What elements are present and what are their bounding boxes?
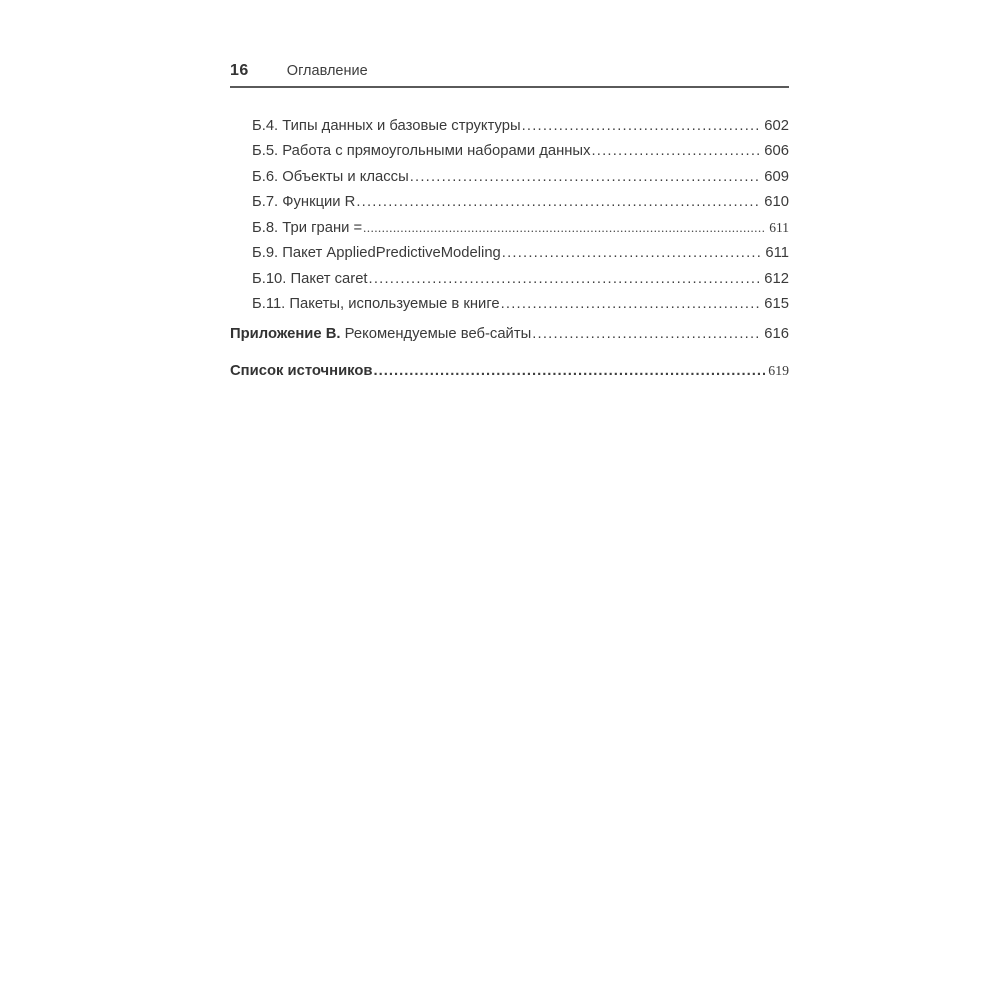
toc-entry-b7 [230, 190, 789, 215]
toc-entry-page: 606 [764, 143, 789, 160]
bibliography-label: Список источников [230, 362, 373, 379]
running-header [230, 62, 789, 88]
toc-entry-page: 610 [764, 193, 789, 210]
toc-entry-b5 [230, 139, 789, 164]
book-page [230, 62, 789, 384]
toc-entry-page: 616 [764, 326, 789, 343]
toc-entry-b11 [230, 292, 789, 317]
running-title: Оглавление [286, 63, 368, 79]
dot-leader [374, 359, 766, 384]
toc-entry-bibliography [230, 358, 789, 384]
toc-entry-label: Б.6. Объекты и классы [252, 168, 409, 185]
toc-entry-label: Б.4. Типы данных и базовые структуры [252, 118, 521, 134]
toc-entry-appendix-v [230, 322, 789, 347]
toc-entry-label: Б.9. Пакет AppliedPredictiveModeling [252, 245, 501, 262]
toc-entry-page: 615 [764, 296, 789, 313]
toc-entry-b10 [230, 267, 789, 292]
dot-leader [502, 241, 763, 266]
toc-entry-page: 611 [765, 245, 789, 262]
toc-entry-label: Б.8. Три грани = [252, 220, 363, 237]
page-number: 16 [230, 62, 249, 79]
toc-list [230, 114, 789, 384]
dot-leader [501, 292, 762, 317]
dot-leader [532, 322, 761, 347]
dot-leader [522, 114, 762, 139]
dot-leader [410, 165, 762, 190]
appendix-title: Рекомендуемые веб-сайты [340, 326, 532, 343]
toc-entry-label: Б.7. Функции R [252, 193, 356, 210]
dot-leader [591, 139, 761, 164]
toc-entry-label: Б.5. Работа с прямоугольными наборами данных [252, 143, 591, 160]
toc-entry-page: 609 [764, 168, 789, 185]
dot-leader [363, 216, 766, 241]
toc-entry-b4 [230, 114, 789, 139]
toc-entry-page: 611 [769, 220, 789, 236]
toc-entry-b8 [230, 215, 789, 241]
dot-leader [369, 267, 762, 292]
toc-entry-label: Б.10. Пакет caret [252, 270, 368, 287]
dot-leader [356, 190, 761, 215]
toc-entry-page: 602 [764, 118, 789, 134]
toc-entry-b6 [230, 165, 789, 190]
appendix-bold-label: Приложение В. [230, 326, 341, 343]
toc-entry-page: 612 [764, 270, 789, 287]
toc-entry-b9 [230, 241, 789, 266]
toc-entry-label: Б.11. Пакеты, используемые в книге [252, 296, 500, 313]
toc-entry-page: 619 [768, 362, 789, 378]
